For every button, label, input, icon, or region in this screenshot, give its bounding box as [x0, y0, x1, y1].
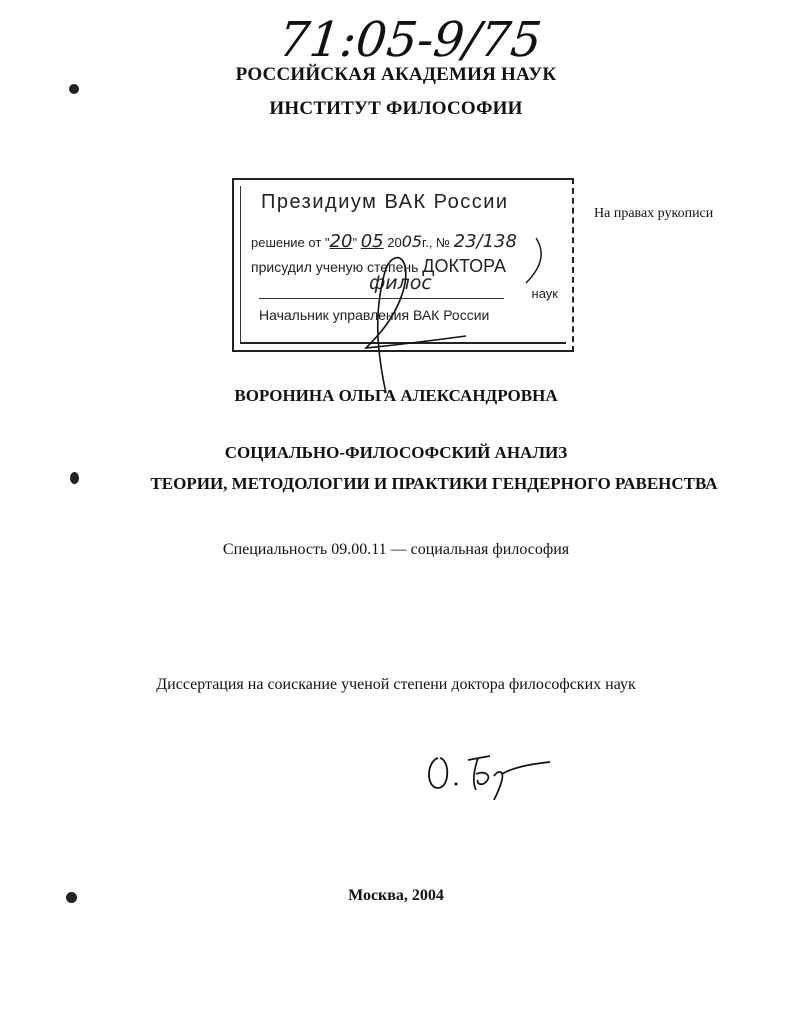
stamp-field-suffix: наук: [531, 286, 558, 301]
stamp-number-value: 23/138: [453, 231, 517, 252]
academy-name: РОССИЙСКАЯ АКАДЕМИЯ НАУК: [235, 64, 557, 85]
stamp-decision-month: 05: [360, 231, 384, 252]
stamp-title: Президиум ВАК России: [261, 191, 509, 213]
title-line-2: ТЕОРИИ, МЕТОДОЛОГИИ И ПРАКТИКИ ГЕНДЕРНОГО РАВЕНСТВА: [150, 474, 718, 493]
author-name: ВОРОНИНА ОЛЬГА АЛЕКСАНДРОВНА: [234, 386, 558, 405]
punch-hole-mark: [66, 892, 77, 903]
title-line-1: СОЦИАЛЬНО-ФИЛОСОФСКИЙ АНАЛИЗ: [224, 443, 568, 462]
stamp-decision-year-suffix: 05: [401, 232, 423, 251]
svg-text:71:05-9/75: 71:05-9/75: [276, 12, 545, 68]
specialty: Специальность 09.00.11 — социальная философия: [222, 541, 570, 558]
stamp-chief: Начальник управления ВАК России: [259, 307, 490, 323]
city-year: Москва, 2004: [348, 887, 444, 904]
stamp-decision-line: решение от "20" 05 2005г., № 23/138: [251, 231, 517, 252]
punch-hole-mark: [70, 472, 79, 484]
stamp-decision-label: решение от: [251, 235, 322, 250]
stamp-field-handwritten: филос: [369, 272, 432, 294]
stamp-awarded: присудил ученую степень: [251, 259, 419, 275]
stamp-number-label: №: [436, 235, 450, 250]
punch-hole-mark: [69, 84, 79, 94]
stamp-decision-day: 20: [329, 231, 353, 252]
stamp-decision-year-prefix: 20: [387, 235, 402, 250]
rights-note: На правах рукописи: [594, 206, 714, 221]
stamp-degree: ДОКТОРА: [422, 256, 506, 276]
dissertation-line: Диссертация на соискание ученой степени доктора философских наук: [156, 676, 636, 693]
handwritten-code: [275, 2, 545, 70]
author-signature: [420, 740, 560, 800]
institute-name: ИНСТИТУТ ФИЛОСОФИИ: [269, 98, 523, 119]
signature-stroke: [236, 228, 596, 398]
